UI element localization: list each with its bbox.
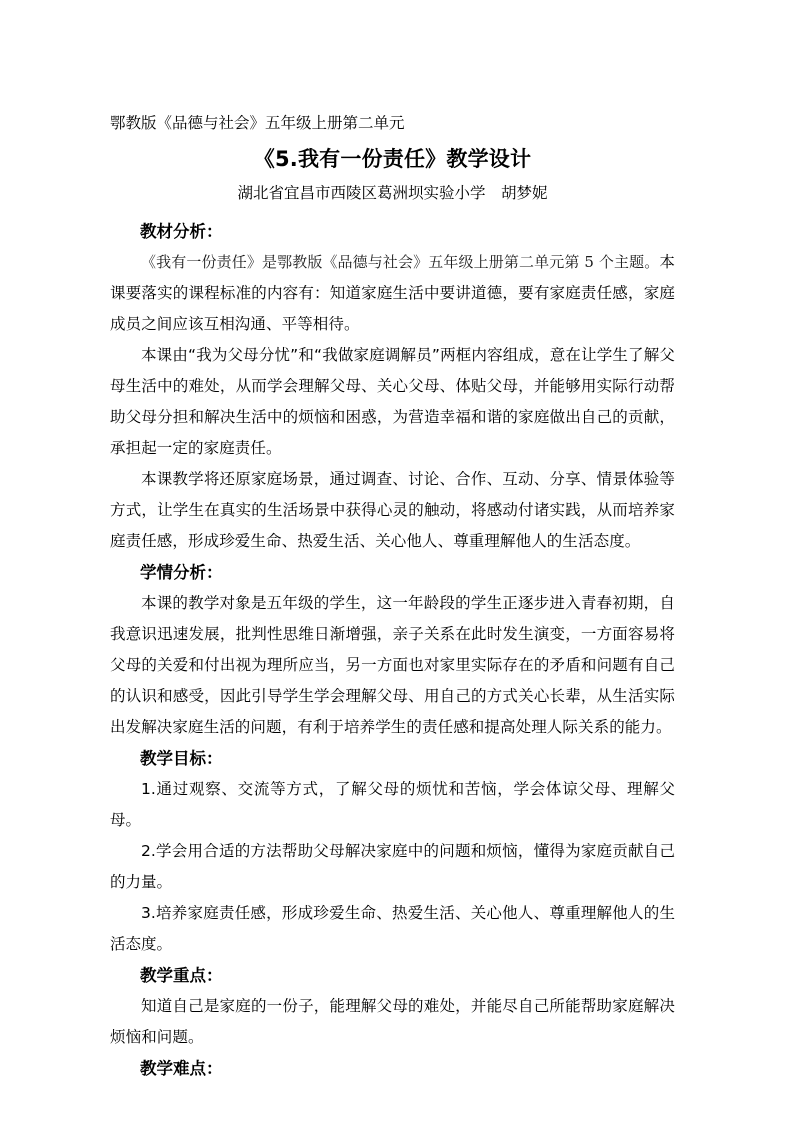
- section-heading-student-situation-analysis: 学情分析：: [140, 563, 223, 582]
- textbook-source-line: 鄂教版《品德与社会》五年级上册第二单元: [110, 114, 405, 132]
- section-heading-teaching-key-points: 教学重点：: [140, 966, 223, 985]
- paragraph-key-points-1: 知道自己是家庭的一份子，能理解父母的难处，并能尽自己所能帮助家庭解决烦恼和问题。: [110, 997, 675, 1046]
- paragraph-material-analysis-1: [110, 247, 675, 340]
- document-body: [110, 112, 675, 1084]
- paragraph-material-analysis-3: 本课教学将还原家庭场景，通过调查、讨论、合作、互动、分享、情景体验等方式，让学生在真实的生活场景中获得心灵的触动，将感动付诸实践，从而培养家庭责任感，形成珍爱生命、热爱生活、关心他人、尊重理解他人的生活态度。: [110, 470, 675, 550]
- author-byline: 湖北省宜昌市西陵区葛洲坝实验小学 胡梦妮: [237, 184, 548, 202]
- page-title: 《5.我有一份责任》教学设计: [253, 147, 532, 171]
- section-heading-teaching-difficult-points: 教学难点：: [140, 1059, 223, 1078]
- section-heading-teaching-objectives: 教学目标：: [140, 749, 223, 768]
- paragraph-student-analysis-1: 本课的教学对象是五年级的学生，这一年龄段的学生正逐步进入青春初期，自我意识迅速发展，批判性思维日渐增强，亲子关系在此时发生演变，一方面容易将父母的关爱和付出视为理所应当，另一方面也对家里实际存在的矛盾和问题有自己的认识和感受，因此引导学生学会理解父母、用自己的方式关心长辈，从生活实际出发解决家庭生活的问题，有利于培养学生的责任感和提高处理人际关系的能力。: [110, 594, 675, 736]
- list-item: 1.通过观察、交流等方式，了解父母的烦忧和苦恼，学会体谅父母、理解父母。: [110, 780, 675, 829]
- paragraph-lead-run: 《我有一份责任》是鄂教版《品德与社会》五年级上册第二单元第 5 个主题。: [141, 253, 660, 271]
- section-heading-teaching-material-analysis: 教材分析：: [140, 222, 223, 241]
- list-item: 3.培养家庭责任感，形成珍爱生命、热爱生活、关心他人、尊重理解他人的生活态度。: [110, 904, 675, 953]
- list-item: 2.学会用合适的方法帮助父母解决家庭中的问题和烦恼，懂得为家庭贡献自己的力量。: [110, 842, 675, 891]
- paragraph-tail-run: 本课要落实的课程标准的内容有：知道家庭生活中要讲道德，要有家庭责任感，家庭成员之间应该互相沟通、平等相待。: [110, 253, 675, 333]
- paragraph-material-analysis-2: 本课由“我为父母分忧”和“我做家庭调解员”两框内容组成，意在让学生了解父母生活中的难处，从而学会理解父母、关心父母、体贴父母，并能够用实际行动帮助父母分担和解决生活中的烦恼和困惑，为营造幸福和谐的家庭做出自己的贡献，承担起一定的家庭责任。: [110, 346, 675, 457]
